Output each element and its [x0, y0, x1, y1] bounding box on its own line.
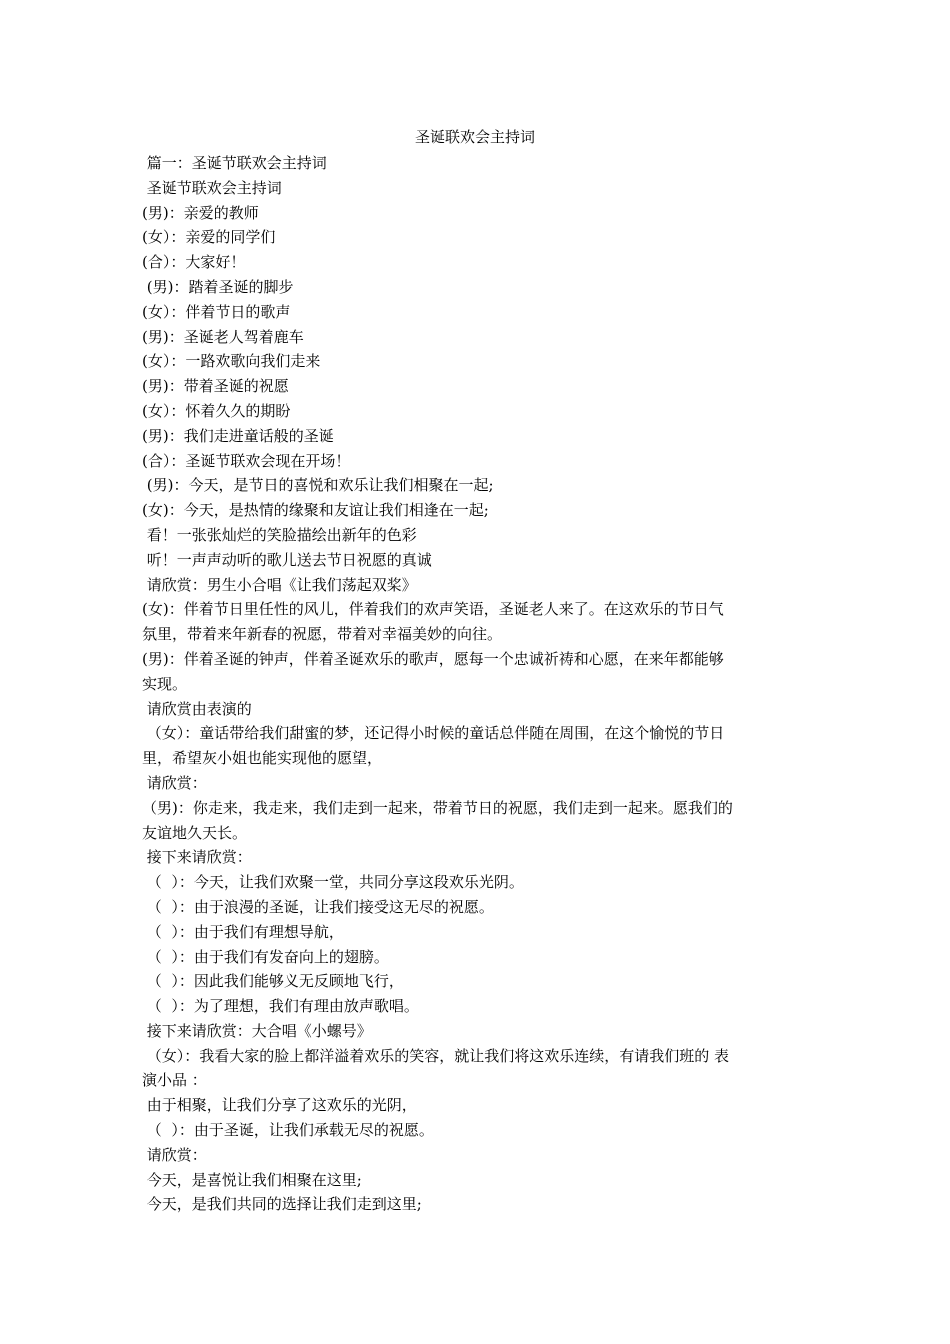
text-line: 圣诞节联欢会主持词	[142, 178, 282, 197]
text-line: (男)：我们走进童话般的圣诞	[142, 426, 334, 445]
text-line: (男)：踏着圣诞的脚步	[142, 277, 294, 296]
text-line: （ ）：由于圣诞，让我们承载无尽的祝愿。	[142, 1121, 434, 1140]
text-line: （男)：你走来，我走来，我们走到一起来，带着节日的祝愿，我们走到一起来。愿我们的	[142, 798, 733, 817]
text-line: （女）：童话带给我们甜蜜的梦，还记得小时候的童话总伴随在周围，在这个愉悦的节日	[142, 724, 725, 743]
text-line: （女）：我看大家的脸上都洋溢着欢乐的笑容，就让我们将这欢乐连续，有请我们班的 表	[142, 1046, 730, 1065]
text-line: （ ）：为了理想，我们有理由放声歌唱。	[142, 997, 419, 1016]
text-line: 接下来请欣赏：	[142, 848, 252, 867]
text-line: (女）：怀着久久的期盼	[142, 401, 291, 420]
text-line: （ ）：由于我们有理想导航，	[142, 922, 344, 941]
document-body	[142, 151, 810, 1217]
text-line: 看！一张张灿烂的笑脸描绘出新年的色彩	[142, 525, 417, 544]
text-line: （ ）：今天，让我们欢聚一堂，共同分享这段欢乐光阴。	[142, 873, 524, 892]
text-line: 实现。	[142, 674, 188, 693]
text-line: 今天，是我们共同的选择让我们走到这里;	[142, 1195, 422, 1214]
text-line: 由于相聚，让我们分享了这欢乐的光阴，	[142, 1096, 417, 1115]
text-line: 接下来请欣赏：大合唱《小螺号》	[142, 1021, 372, 1040]
text-line: 请欣赏：男生小合唱《让我们荡起双桨》	[142, 575, 417, 594]
text-line: 听！一声声动听的歌儿送去节日祝愿的真诚	[142, 550, 432, 569]
text-line: (女）：一路欢歌向我们走来	[142, 352, 321, 371]
text-line: (男)：圣诞老人驾着鹿车	[142, 327, 304, 346]
text-line: 氛里，带着来年新春的祝愿，带着对幸福美妙的向往。	[142, 625, 503, 644]
text-line: (女)：伴着节日里任性的风儿，伴着我们的欢声笑语，圣诞老人来了。在这欢乐的节日气	[142, 600, 724, 619]
text-line: (男)：带着圣诞的祝愿	[142, 377, 289, 396]
text-line: (合）：大家好！	[142, 253, 246, 272]
text-line: 今天，是喜悦让我们相聚在这里;	[142, 1170, 362, 1189]
text-line: 请欣赏：	[142, 1145, 207, 1164]
document-title: 圣诞联欢会主持词	[414, 128, 535, 146]
text-line: (男)：亲爱的教师	[142, 203, 259, 222]
text-line: （ ）：因此我们能够义无反顾地飞行，	[142, 972, 404, 991]
text-line: 演小品 ：	[142, 1071, 207, 1090]
text-line: (女)：今天，是热情的缘聚和友谊让我们相逢在一起;	[142, 501, 489, 520]
text-line: 篇一：圣诞节联欢会主持词	[142, 154, 327, 172]
text-line: (男)：今天，是节日的喜悦和欢乐让我们相聚在一起;	[142, 476, 494, 495]
text-line: (合）：圣诞节联欢会现在开场！	[142, 451, 351, 470]
text-line: （ ）：由于浪漫的圣诞，让我们接受这无尽的祝愿。	[142, 897, 494, 916]
text-line: (男)：伴着圣诞的钟声，伴着圣诞欢乐的歌声，愿每一个忠诚祈祷和心愿，在来年都能够	[142, 649, 724, 668]
text-line: (女）：亲爱的同学们	[142, 228, 276, 247]
text-line: 请欣赏由表演的	[142, 699, 252, 718]
text-line: （ ）：由于我们有发奋向上的翅膀。	[142, 947, 389, 966]
text-line: 请欣赏：	[142, 773, 207, 792]
text-line: 友谊地久天长。	[142, 823, 248, 842]
text-line: 里，希望灰小姐也能实现他的愿望，	[142, 749, 383, 768]
text-line: (女）：伴着节日的歌声	[142, 302, 291, 321]
